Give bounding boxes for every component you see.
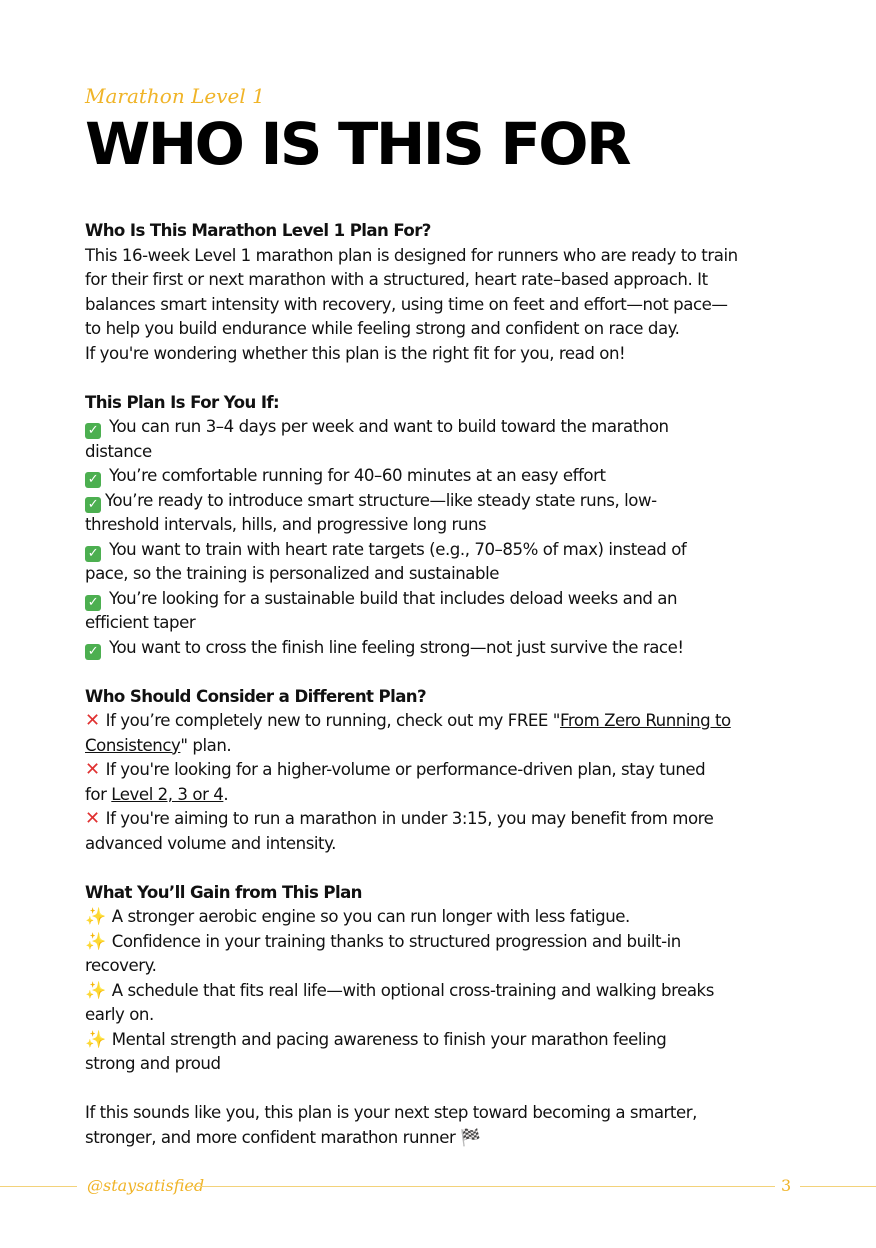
social-handle: @staysatisfied bbox=[87, 1176, 205, 1195]
body-text bbox=[85, 219, 800, 1150]
list-item-text: If you’re completely new to running, check out my FREE " bbox=[105, 711, 560, 730]
list-item bbox=[85, 930, 800, 955]
list-item-continued: pace, so the training is personalized and sustainable bbox=[85, 564, 500, 583]
check-mark-icon: ✓ bbox=[85, 472, 101, 488]
page-title: WHO IS THIS FOR bbox=[85, 110, 629, 178]
list-item-continued: early on. bbox=[85, 1005, 154, 1024]
list-item-continued: advanced volume and intensity. bbox=[85, 833, 336, 853]
cross-mark-icon: ✕ bbox=[85, 710, 100, 731]
list-item-text: A stronger aerobic engine so you can run longer with less fatigue. bbox=[111, 907, 630, 926]
check-mark-icon: ✓ bbox=[85, 497, 101, 513]
list-item bbox=[85, 464, 800, 489]
list-item-continued bbox=[85, 783, 800, 808]
list-item-text: You’re comfortable running for 40–60 minutes at an easy effort bbox=[109, 466, 606, 485]
list-item-text: " plan. bbox=[180, 735, 232, 755]
list-item-text: for bbox=[85, 784, 112, 804]
list-item-text: You’re ready to introduce smart structure—like steady state runs, low- bbox=[105, 490, 657, 510]
closing-line: If this sounds like you, this plan is your next step toward becoming a smarter, bbox=[85, 1103, 697, 1122]
section-kicker: Marathon Level 1 bbox=[85, 84, 265, 108]
list-item bbox=[85, 807, 800, 832]
list-item bbox=[85, 1028, 800, 1053]
intro-heading: Who Is This Marathon Level 1 Plan For? bbox=[85, 221, 431, 240]
spacer bbox=[85, 856, 800, 881]
for-you-heading: This Plan Is For You If: bbox=[85, 392, 280, 412]
page-number: 3 bbox=[781, 1176, 792, 1195]
sparkles-icon: ✨ bbox=[85, 980, 106, 1001]
check-mark-icon: ✓ bbox=[85, 595, 101, 611]
list-item-continued: strong and proud bbox=[85, 1054, 221, 1073]
sparkles-icon: ✨ bbox=[85, 907, 106, 927]
zero-to-consistency-link-cont[interactable]: Consistency bbox=[85, 735, 181, 755]
different-plan-heading: Who Should Consider a Different Plan? bbox=[85, 686, 427, 706]
intro-line: If you're wondering whether this plan is the right fit for you, read on! bbox=[85, 343, 626, 363]
list-item bbox=[85, 587, 800, 612]
list-item-text: You’re looking for a sustainable build that includes deload weeks and an bbox=[109, 588, 678, 608]
footer-rule-left bbox=[0, 1186, 77, 1187]
list-item-text: Confidence in your training thanks to structured progression and built-in bbox=[111, 931, 681, 951]
list-item-text: A schedule that fits real life—with optional cross-training and walking breaks bbox=[111, 980, 714, 1000]
list-item-text: . bbox=[223, 784, 229, 804]
check-mark-icon: ✓ bbox=[85, 546, 101, 562]
checkered-flag-icon: 🏁 bbox=[460, 1127, 481, 1147]
list-item bbox=[85, 709, 800, 734]
list-item bbox=[85, 489, 800, 514]
footer-rule-right bbox=[800, 1186, 876, 1187]
spacer bbox=[85, 660, 800, 685]
intro-line: This 16-week Level 1 marathon plan is designed for runners who are ready to train bbox=[85, 245, 738, 265]
list-item-continued: threshold intervals, hills, and progressive long runs bbox=[85, 515, 487, 534]
list-item bbox=[85, 979, 800, 1004]
sparkles-icon: ✨ bbox=[85, 1029, 106, 1050]
gain-heading: What You’ll Gain from This Plan bbox=[85, 882, 362, 902]
intro-line: balances smart intensity with recovery, using time on feet and effort—not pace— bbox=[85, 294, 728, 314]
list-item-text: You want to cross the finish line feeling strong—not just survive the race! bbox=[109, 637, 684, 657]
list-item bbox=[85, 636, 800, 661]
list-item-continued: efficient taper bbox=[85, 613, 196, 632]
cross-mark-icon: ✕ bbox=[85, 808, 100, 829]
list-item bbox=[85, 415, 800, 440]
list-item bbox=[85, 905, 800, 930]
sparkles-icon: ✨ bbox=[85, 931, 106, 952]
list-item-continued: distance bbox=[85, 441, 152, 461]
spacer bbox=[85, 1077, 800, 1102]
footer-rule-middle bbox=[193, 1186, 775, 1187]
spacer bbox=[85, 366, 800, 391]
list-item-text: If you're aiming to run a marathon in under 3:15, you may benefit from more bbox=[105, 809, 714, 828]
closing-text: stronger, and more confident marathon runner bbox=[85, 1127, 456, 1147]
list-item-continued: recovery. bbox=[85, 956, 157, 975]
page-footer bbox=[0, 1176, 876, 1196]
list-item-continued bbox=[85, 734, 800, 759]
cross-mark-icon: ✕ bbox=[85, 759, 100, 780]
zero-to-consistency-link[interactable]: From Zero Running to bbox=[559, 711, 731, 730]
closing-line bbox=[85, 1126, 800, 1151]
level-plans-link[interactable]: Level 2, 3 or 4 bbox=[111, 784, 224, 804]
list-item-text: You want to train with heart rate targets (e.g., 70–85% of max) instead of bbox=[109, 539, 687, 559]
list-item bbox=[85, 758, 800, 783]
check-mark-icon: ✓ bbox=[85, 644, 101, 660]
list-item-text: If you're looking for a higher-volume or performance-driven plan, stay tuned bbox=[105, 760, 706, 779]
list-item bbox=[85, 538, 800, 563]
list-item-text: You can run 3–4 days per week and want to build toward the marathon bbox=[109, 417, 669, 436]
intro-line: for their first or next marathon with a structured, heart rate–based approach. It bbox=[85, 270, 708, 289]
list-item-text: Mental strength and pacing awareness to finish your marathon feeling bbox=[111, 1029, 667, 1049]
intro-line: to help you build endurance while feeling strong and confident on race day. bbox=[85, 319, 680, 338]
check-mark-icon: ✓ bbox=[85, 423, 101, 439]
